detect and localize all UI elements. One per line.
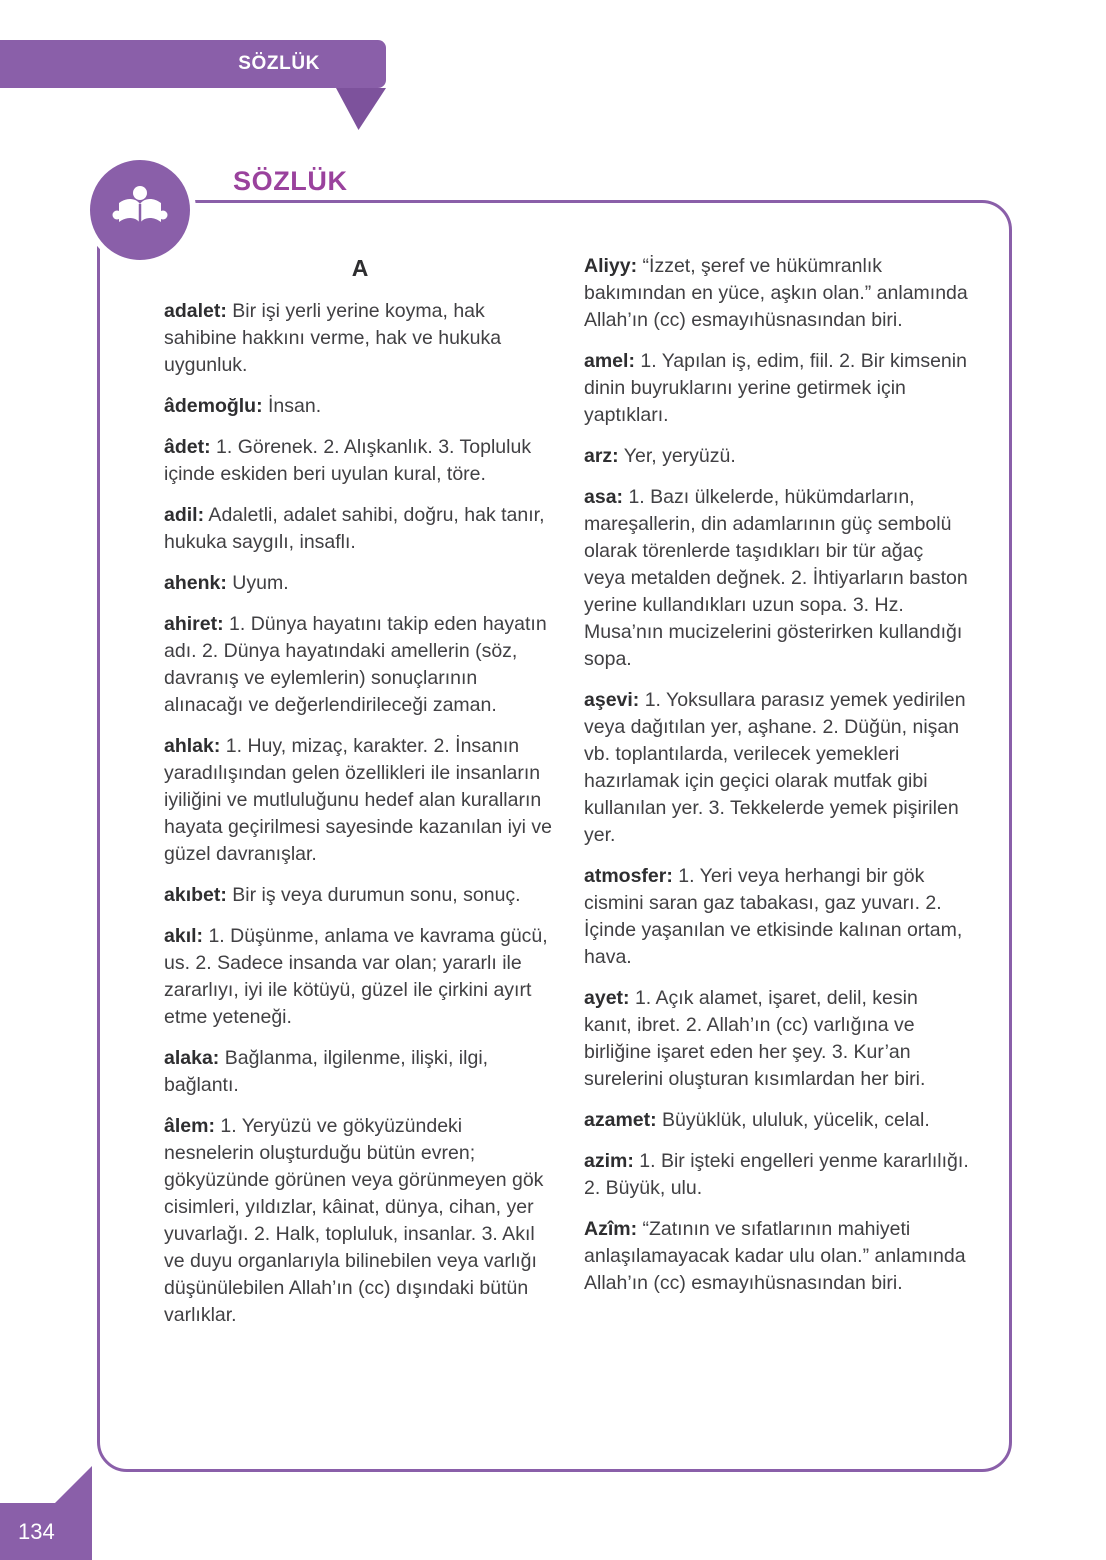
entry-term: Aliyy: [584,255,638,277]
glossary-entry [164,611,556,719]
glossary-entries-left [164,298,556,1329]
entry-term: aşevi: [584,689,640,711]
glossary-entry [584,863,969,971]
glossary-entry [164,1113,556,1329]
entry-definition: “Zatının ve sıfatlarının mahiyeti anlaşılamayacak kadar ulu olan.” anlamında Allah’ın (cc) esmayıhüsnasından biri. [584,1218,966,1294]
glossary-entry [164,393,556,420]
glossary-entry [584,1216,969,1297]
entry-definition: 1. Bazı ülkelerde, hükümdarların, mareşallerin, din adamlarının güç sembolü olarak törenlerde taşıdıkları bir tür ağaç veya metalden değnek. 2. İhtiyarların baston yerine kullandıkları uzun sopa. 3. Hz. Musa’nın mucizelerini gösterirken kullandığı sopa. [584,486,968,670]
page-number: 134 [18,1518,55,1544]
entry-term: âdet: [164,436,211,458]
page-number-tab [0,1503,92,1560]
entry-term: âdemoğlu: [164,395,263,417]
entry-term: adil: [164,504,205,526]
glossary-column-left [164,253,556,1429]
entry-term: azim: [584,1150,634,1172]
chapter-ribbon [0,40,386,88]
glossary-title: SÖZLÜK [233,166,348,196]
entry-definition: Adaletli, adalet sahibi, doğru, hak tanır, hukuka saygılı, insaflı. [164,504,545,553]
entry-definition: 1. Düşünme, anlama ve kavrama gücü, us. 2. Sadece insanda var olan; yararlı ile zararlıyı, iyi ile kötüyü, güzel ile çirkini ayırt etme yeteneği. [164,925,548,1028]
open-book-reader-icon [84,154,196,266]
glossary-entry [584,348,969,429]
glossary-entry [584,443,969,470]
entry-definition: 1. Görenek. 2. Alışkanlık. 3. Topluluk içinde eskiden beri uyulan kural, töre. [164,436,532,485]
section-letter: A [351,255,369,281]
entry-definition: 1. Dünya hayatını takip eden hayatın adı. 2. Dünya hayatındaki amellerin (söz, davranış ve eylemlerin) sonuçlarının alınacağı ve değerlendirileceği zaman. [164,613,547,716]
entry-term: ahenk: [164,572,227,594]
entry-term: akıbet: [164,884,227,906]
glossary-entry [584,1107,969,1134]
chapter-ribbon-label: SÖZLÜK [238,53,320,74]
entry-definition: 1. Huy, mizaç, karakter. 2. İnsanın yaradılışından gelen özellikleri ile insanların iyiliğini ve mutluluğunu hedef alan kuralların hayata geçirilmesi sayesinde kazanılan iyi ve güzel davranışlar. [164,735,553,865]
entry-definition: 1. Yeryüzü ve gökyüzündeki nesnelerin oluşturduğu bütün evren; gökyüzünde görünen veya görünmeyen gök cisimleri, yıldızlar, kâinat, dünya, cihan, yer yuvarlağı. 2. Halk, topluluk, insanlar. 3. Akıl ve duyu organlarıyla bilinebilen veya varlığı düşünülebilen Allah’ın (cc) dışındaki bütün varlıklar. [164,1115,544,1326]
glossary-entry [164,882,556,909]
glossary-entry [164,502,556,556]
entry-definition: Uyum. [226,572,289,594]
entry-definition: İnsan. [262,395,322,417]
entry-term: azamet: [584,1109,657,1131]
entry-definition: “İzzet, şeref ve hükümranlık bakımından en yüce, aşkın olan.” anlamında Allah’ın (cc) esmayıhüsnasından biri. [584,255,968,331]
entry-term: Azîm: [584,1218,638,1240]
entry-definition: 1. Yapılan iş, edim, fiil. 2. Bir kimsenin dinin buyruklarını yerine getirmek için yaptıkları. [584,350,967,426]
entry-definition: Büyüklük, ululuk, yücelik, celal. [656,1109,930,1131]
glossary-entry [584,985,969,1093]
glossary-entry [584,484,969,673]
entry-term: âlem: [164,1115,215,1137]
glossary-entry [164,570,556,597]
glossary-entry [164,733,556,868]
entry-term: atmosfer: [584,865,673,887]
entry-term: ayet: [584,987,630,1009]
glossary-box [97,200,1012,1472]
entry-term: asa: [584,486,624,508]
page-number-tab-fold [54,1466,92,1504]
glossary-entry [164,923,556,1031]
glossary-entry [164,298,556,379]
entry-term: arz: [584,445,619,467]
entry-definition: Bağlanma, ilgilenme, ilişki, ilgi, bağlantı. [164,1047,489,1096]
glossary-entries-right [584,253,969,1297]
glossary-entry [584,1148,969,1202]
entry-definition: Yer, yeryüzü. [618,445,736,467]
entry-definition: Bir işi yerli yerine koyma, hak sahibine hakkını verme, hak ve hukuka uygunluk. [164,300,502,376]
entry-definition: 1. Yeri veya herhangi bir gök cismini saran gaz tabakası, gaz yuvarı. 2. İçinde yaşanılan ve etkisinde kalınan ortam, hava. [584,865,963,968]
entry-term: alaka: [164,1047,220,1069]
entry-term: adalet: [164,300,227,322]
glossary-entry [164,1045,556,1099]
entry-definition: 1. Açık alamet, işaret, delil, kesin kanıt, ibret. 2. Allah’ın (cc) varlığına ve birliğine işaret eden her şey. 3. Kur’an surelerini oluşturan kısımlardan her biri. [584,987,926,1090]
entry-definition: Bir iş veya durumun sonu, sonuç. [226,884,521,906]
chapter-ribbon-fold [336,88,386,130]
entry-term: amel: [584,350,635,372]
entry-definition: 1. Yoksullara parasız yemek yedirilen veya dağıtılan yer, aşhane. 2. Düğün, nişan vb. toplantılarda, verilecek yemekleri hazırlamak için geçici olarak mutfak gibi kullanılan yer. 3. Tekkelerde yemek pişirilen yer. [584,689,966,846]
glossary-entry [164,434,556,488]
glossary-column-right [584,253,969,1429]
entry-term: ahiret: [164,613,224,635]
entry-term: ahlak: [164,735,221,757]
entry-definition: 1. Bir işteki engelleri yenme kararlılığı. 2. Büyük, ulu. [584,1150,969,1199]
glossary-entry [584,253,969,334]
glossary-entry [584,687,969,849]
entry-term: akıl: [164,925,204,947]
